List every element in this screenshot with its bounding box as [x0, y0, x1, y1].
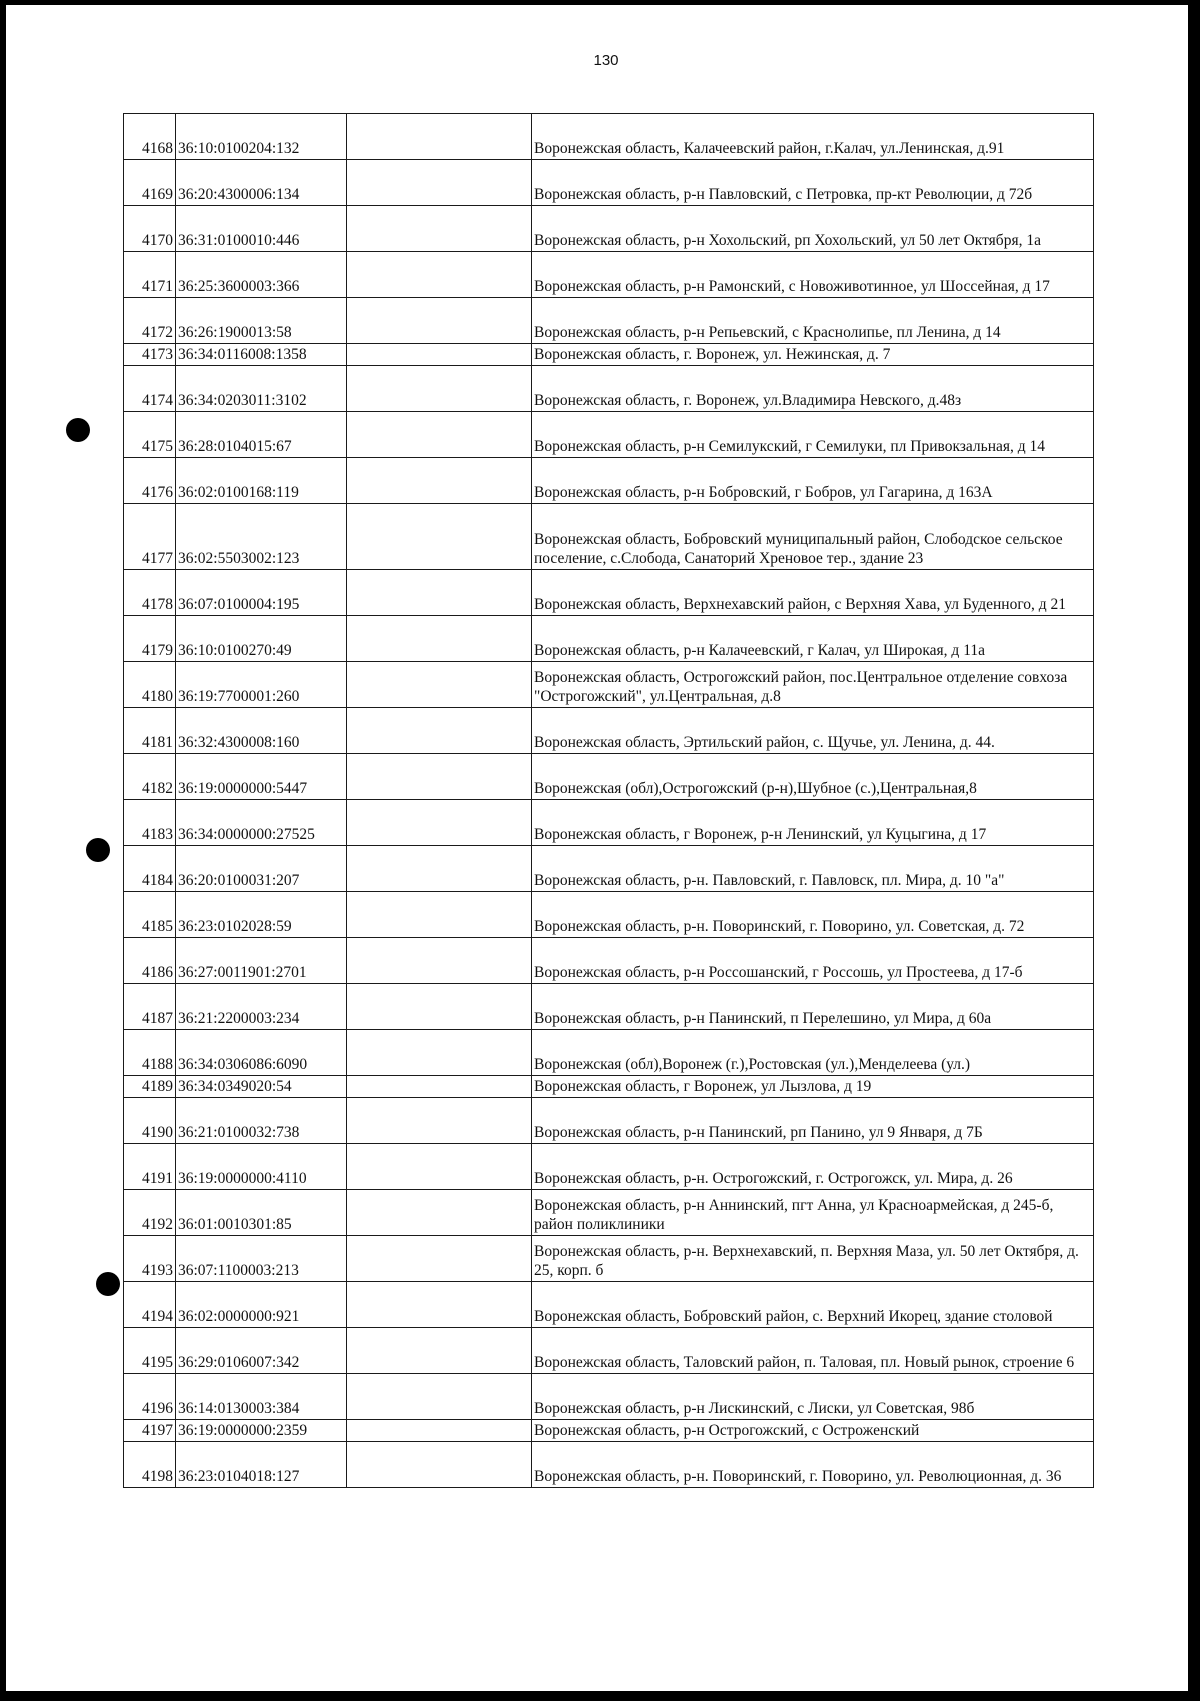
property-registry-table: [123, 113, 1094, 1488]
table-row: [124, 892, 1094, 938]
address-cell: Воронежская область, р-н. Поворинский, г. Поворино, ул. Революционная, д. 36: [532, 1442, 1094, 1488]
row-number-cell: 4187: [124, 984, 176, 1030]
address-cell: Воронежская область, р-н Панинский, п Перелешино, ул Мира, д 60а: [532, 984, 1094, 1030]
row-number-cell: 4175: [124, 412, 176, 458]
note-cell: [347, 1030, 532, 1076]
row-number-cell: 4176: [124, 458, 176, 504]
address-cell: Воронежская область, р-н Лискинский, с Лиски, ул Советская, 98б: [532, 1374, 1094, 1420]
table-row: [124, 938, 1094, 984]
cadastral-number-cell: 36:20:0100031:207: [176, 846, 347, 892]
cadastral-number-cell: 36:34:0306086:6090: [176, 1030, 347, 1076]
table-row: [124, 570, 1094, 616]
address-cell: Воронежская область, р-н. Верхнехавский, п. Верхняя Маза, ул. 50 лет Октября, д. 25, корп. б: [532, 1236, 1094, 1282]
address-cell: Воронежская область, р-н Аннинский, пгт Анна, ул Красноармейская, д 245-б, район поликлиники: [532, 1190, 1094, 1236]
cadastral-number-cell: 36:34:0349020:54: [176, 1076, 347, 1098]
address-cell: Воронежская область, Эртильский район, с. Щучье, ул. Ленина, д. 44.: [532, 708, 1094, 754]
row-number-cell: 4170: [124, 206, 176, 252]
note-cell: [347, 412, 532, 458]
address-cell: Воронежская область, р-н Бобровский, г Бобров, ул Гагарина, д 163А: [532, 458, 1094, 504]
cadastral-number-cell: 36:20:4300006:134: [176, 160, 347, 206]
row-number-cell: 4169: [124, 160, 176, 206]
address-cell: Воронежская область, р-н Семилукский, г Семилуки, пл Привокзальная, д 14: [532, 412, 1094, 458]
cadastral-number-cell: 36:07:0100004:195: [176, 570, 347, 616]
note-cell: [347, 1442, 532, 1488]
table-row: [124, 1328, 1094, 1374]
address-cell: Воронежская область, г Воронеж, ул Лызлова, д 19: [532, 1076, 1094, 1098]
note-cell: [347, 662, 532, 708]
table-row: [124, 1098, 1094, 1144]
row-number-cell: 4173: [124, 344, 176, 366]
address-cell: Воронежская область, Калачеевский район, г.Калач, ул.Ленинская, д.91: [532, 114, 1094, 160]
row-number-cell: 4177: [124, 504, 176, 570]
cadastral-number-cell: 36:34:0000000:27525: [176, 800, 347, 846]
table-row: [124, 1374, 1094, 1420]
row-number-cell: 4174: [124, 366, 176, 412]
row-number-cell: 4195: [124, 1328, 176, 1374]
row-number-cell: 4188: [124, 1030, 176, 1076]
address-cell: Воронежская область, р-н Репьевский, с Краснолипье, пл Ленина, д 14: [532, 298, 1094, 344]
note-cell: [347, 1098, 532, 1144]
table-row: [124, 504, 1094, 570]
cadastral-number-cell: 36:34:0203011:3102: [176, 366, 347, 412]
row-number-cell: 4181: [124, 708, 176, 754]
table-row: [124, 458, 1094, 504]
cadastral-number-cell: 36:23:0102028:59: [176, 892, 347, 938]
row-number-cell: 4191: [124, 1144, 176, 1190]
address-cell: Воронежская область, Верхнехавский район, с Верхняя Хава, ул Буденного, д 21: [532, 570, 1094, 616]
note-cell: [347, 1236, 532, 1282]
row-number-cell: 4192: [124, 1190, 176, 1236]
row-number-cell: 4179: [124, 616, 176, 662]
row-number-cell: 4171: [124, 252, 176, 298]
address-cell: Воронежская (обл),Воронеж (г.),Ростовская (ул.),Менделеева (ул.): [532, 1030, 1094, 1076]
cadastral-number-cell: 36:32:4300008:160: [176, 708, 347, 754]
note-cell: [347, 984, 532, 1030]
page-number: 130: [593, 52, 619, 69]
cadastral-number-cell: 36:29:0106007:342: [176, 1328, 347, 1374]
cadastral-number-cell: 36:14:0130003:384: [176, 1374, 347, 1420]
table-row: [124, 616, 1094, 662]
note-cell: [347, 160, 532, 206]
table-row: [124, 1144, 1094, 1190]
row-number-cell: 4184: [124, 846, 176, 892]
address-cell: Воронежская область, р-н Рамонский, с Новоживотинное, ул Шоссейная, д 17: [532, 252, 1094, 298]
registry-body: [124, 114, 1094, 1488]
table-row: [124, 846, 1094, 892]
address-cell: Воронежская область, р-н Павловский, с Петровка, пр-кт Революции, д 72б: [532, 160, 1094, 206]
row-number-cell: 4168: [124, 114, 176, 160]
cadastral-number-cell: 36:02:0100168:119: [176, 458, 347, 504]
row-number-cell: 4186: [124, 938, 176, 984]
cadastral-number-cell: 36:26:1900013:58: [176, 298, 347, 344]
table-row: [124, 206, 1094, 252]
note-cell: [347, 504, 532, 570]
row-number-cell: 4172: [124, 298, 176, 344]
cadastral-number-cell: 36:25:3600003:366: [176, 252, 347, 298]
address-cell: Воронежская область, р-н Калачеевский, г Калач, ул Широкая, д 11а: [532, 616, 1094, 662]
cadastral-number-cell: 36:10:0100204:132: [176, 114, 347, 160]
table-row: [124, 1442, 1094, 1488]
cadastral-number-cell: 36:02:0000000:921: [176, 1282, 347, 1328]
address-cell: Воронежская область, р-н Панинский, рп Панино, ул 9 Января, д 7Б: [532, 1098, 1094, 1144]
note-cell: [347, 1420, 532, 1442]
note-cell: [347, 708, 532, 754]
punch-hole-mark: [96, 1272, 120, 1296]
cadastral-number-cell: 36:02:5503002:123: [176, 504, 347, 570]
row-number-cell: 4193: [124, 1236, 176, 1282]
table-row: [124, 754, 1094, 800]
note-cell: [347, 1076, 532, 1098]
cadastral-number-cell: 36:01:0010301:85: [176, 1190, 347, 1236]
note-cell: [347, 1144, 532, 1190]
address-cell: Воронежская область, р-н. Поворинский, г. Поворино, ул. Советская, д. 72: [532, 892, 1094, 938]
punch-hole-mark: [86, 838, 110, 862]
row-number-cell: 4189: [124, 1076, 176, 1098]
row-number-cell: 4182: [124, 754, 176, 800]
note-cell: [347, 938, 532, 984]
cadastral-number-cell: 36:19:0000000:2359: [176, 1420, 347, 1442]
table-row: [124, 984, 1094, 1030]
cadastral-number-cell: 36:27:0011901:2701: [176, 938, 347, 984]
row-number-cell: 4185: [124, 892, 176, 938]
note-cell: [347, 570, 532, 616]
row-number-cell: 4194: [124, 1282, 176, 1328]
address-cell: Воронежская область, Бобровский муниципальный район, Слободское сельское поселение, с.Слобода, Санаторий Хреновое тер., здание 23: [532, 504, 1094, 570]
cadastral-number-cell: 36:21:2200003:234: [176, 984, 347, 1030]
address-cell: Воронежская область, Острогожский район, пос.Центральное отделение совхоза "Острогожский", ул.Центральная, д.8: [532, 662, 1094, 708]
note-cell: [347, 252, 532, 298]
address-cell: Воронежская область, р-н. Павловский, г. Павловск, пл. Мира, д. 10 "а": [532, 846, 1094, 892]
row-number-cell: 4190: [124, 1098, 176, 1144]
table-row: [124, 800, 1094, 846]
address-cell: Воронежская область, р-н Хохольский, рп Хохольский, ул 50 лет Октября, 1а: [532, 206, 1094, 252]
table-row: [124, 298, 1094, 344]
note-cell: [347, 892, 532, 938]
table-row: [124, 160, 1094, 206]
cadastral-number-cell: 36:19:7700001:260: [176, 662, 347, 708]
row-number-cell: 4197: [124, 1420, 176, 1442]
table-row: [124, 1076, 1094, 1098]
note-cell: [347, 458, 532, 504]
cadastral-number-cell: 36:34:0116008:1358: [176, 344, 347, 366]
table-row: [124, 662, 1094, 708]
note-cell: [347, 1374, 532, 1420]
row-number-cell: 4196: [124, 1374, 176, 1420]
table-row: [124, 344, 1094, 366]
punch-hole-mark: [66, 418, 90, 442]
address-cell: Воронежская область, г Воронеж, р-н Ленинский, ул Куцыгина, д 17: [532, 800, 1094, 846]
cadastral-number-cell: 36:21:0100032:738: [176, 1098, 347, 1144]
cadastral-number-cell: 36:28:0104015:67: [176, 412, 347, 458]
table-row: [124, 708, 1094, 754]
address-cell: Воронежская область, г. Воронеж, ул. Нежинская, д. 7: [532, 344, 1094, 366]
table-row: [124, 412, 1094, 458]
row-number-cell: 4183: [124, 800, 176, 846]
cadastral-number-cell: 36:19:0000000:5447: [176, 754, 347, 800]
table-row: [124, 1420, 1094, 1442]
address-cell: Воронежская область, Бобровский район, с. Верхний Икорец, здание столовой: [532, 1282, 1094, 1328]
row-number-cell: 4198: [124, 1442, 176, 1488]
note-cell: [347, 1190, 532, 1236]
note-cell: [347, 206, 532, 252]
note-cell: [347, 1328, 532, 1374]
cadastral-number-cell: 36:07:1100003:213: [176, 1236, 347, 1282]
table-row: [124, 1190, 1094, 1236]
table-row: [124, 366, 1094, 412]
row-number-cell: 4178: [124, 570, 176, 616]
address-cell: Воронежская область, г. Воронеж, ул.Владимира Невского, д.48з: [532, 366, 1094, 412]
address-cell: Воронежская область, р-н Россошанский, г Россошь, ул Простеева, д 17-б: [532, 938, 1094, 984]
note-cell: [347, 754, 532, 800]
note-cell: [347, 344, 532, 366]
note-cell: [347, 1282, 532, 1328]
note-cell: [347, 298, 532, 344]
table-row: [124, 1236, 1094, 1282]
table-row: [124, 114, 1094, 160]
address-cell: Воронежская область, Таловский район, п. Таловая, пл. Новый рынок, строение 6: [532, 1328, 1094, 1374]
cadastral-number-cell: 36:19:0000000:4110: [176, 1144, 347, 1190]
note-cell: [347, 616, 532, 662]
address-cell: Воронежская область, р-н Острогожский, с Остроженский: [532, 1420, 1094, 1442]
cadastral-number-cell: 36:31:0100010:446: [176, 206, 347, 252]
table-row: [124, 1282, 1094, 1328]
note-cell: [347, 366, 532, 412]
cadastral-number-cell: 36:10:0100270:49: [176, 616, 347, 662]
note-cell: [347, 846, 532, 892]
table-row: [124, 1030, 1094, 1076]
address-cell: Воронежская область, р-н. Острогожский, г. Острогожск, ул. Мира, д. 26: [532, 1144, 1094, 1190]
address-cell: Воронежская (обл),Острогожский (р-н),Шубное (с.),Центральная,8: [532, 754, 1094, 800]
row-number-cell: 4180: [124, 662, 176, 708]
cadastral-number-cell: 36:23:0104018:127: [176, 1442, 347, 1488]
note-cell: [347, 800, 532, 846]
table-row: [124, 252, 1094, 298]
note-cell: [347, 114, 532, 160]
